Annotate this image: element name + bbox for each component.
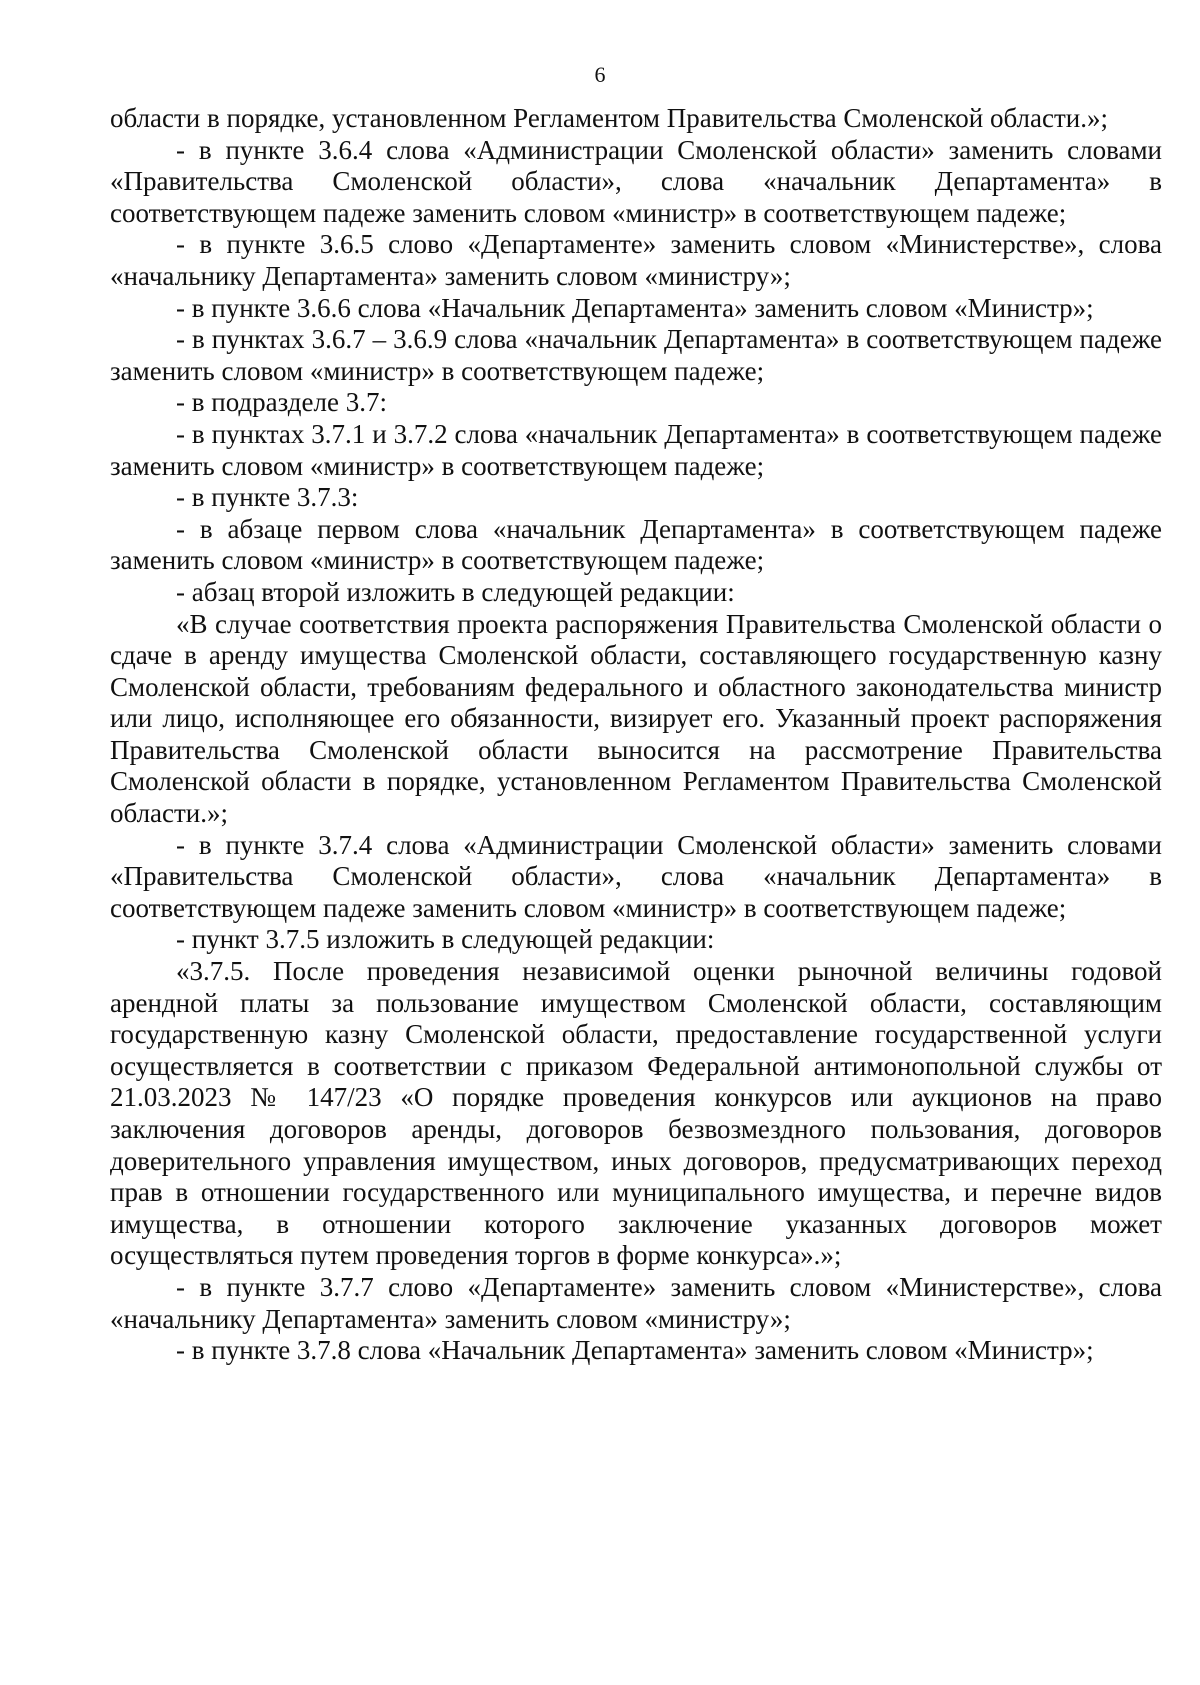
paragraph-items-3-6-7-to-3-6-9: - в пунктах 3.6.7 – 3.6.9 слова «начальник Департамента» в соответствующем падеже заменить словом «министр» в соответствующем падеже; <box>110 324 1162 386</box>
paragraph-quoted-new-text: «В случае соответствия проекта распоряжения Правительства Смоленской области о сдаче в аренду имущества Смоленской области, составляющего государственную казну Смоленской области, требованиям федерального и областного законодательства министр или лицо, исполняющее его обязанности, визирует его. Указанный проект распоряжения Правительства Смоленской области выносится на рассмотрение Правительства Смоленской области в порядке, установленном Регламентом Правительства Смоленской области.»; <box>110 608 1162 829</box>
document-body <box>110 103 1162 1367</box>
paragraph-item-3-6-4: - в пункте 3.6.4 слова «Администрации Смоленской области» заменить словами «Правительства Смоленской области», слова «начальник Департамента» в соответствующем падеже заменить словом «министр» в соответствующем падеже; <box>110 134 1162 228</box>
page-number: 6 <box>594 62 606 87</box>
paragraph-continuation: области в порядке, установленном Регламентом Правительства Смоленской области.»; <box>110 103 1108 133</box>
paragraph-item-3-7-4: - в пункте 3.7.4 слова «Администрации Смоленской области» заменить словами «Правительства Смоленской области», слова «начальник Департамента» в соответствующем падеже заменить словом «министр» в соответствующем падеже; <box>110 829 1162 923</box>
paragraph-item-3-7-5: - пункт 3.7.5 изложить в следующей редакции: <box>176 924 715 955</box>
paragraph-item-3-6-5: - в пункте 3.6.5 слово «Департаменте» заменить словом «Министерстве», слова «начальнику Департамента» заменить словом «министру»; <box>110 229 1162 291</box>
paragraph-3-7-3-second-abzac: - абзац второй изложить в следующей редакции: <box>176 576 735 607</box>
paragraph-3-7-3-first-abzac: - в абзаце первом слова «начальник Департамента» в соответствующем падеже заменить словом «министр» в соответствующем падеже; <box>110 513 1162 576</box>
paragraph-item-3-6-6: - в пункте 3.6.6 слова «Начальник Департамента» заменить словом «Министр»; <box>176 292 1094 323</box>
paragraph-quoted-3-7-5-text: «3.7.5. После проведения независимой оценки рыночной величины годовой арендной платы за пользование имуществом Смоленской области, составляющим государственную казну Смоленской области, предоставление государственной услуги осуществляется в соответствии с приказом Федеральной антимонопольной службы от 21.03.2023 № 147/23 «О порядке проведения конкурсов или аукционов на право заключения договоров аренды, договоров безвозмездного пользования, договоров доверительного управления имуществом, иных договоров, предусматривающих переход прав в отношении государственного или муниципального имущества, и перечне видов имущества, в отношении которого заключение указанных договоров может осуществляться путем проведения торгов в форме конкурса».»; <box>110 956 1162 1271</box>
paragraph-item-3-7-7: - в пункте 3.7.7 слово «Департаменте» заменить словом «Министерстве», слова «начальнику Департамента» заменить словом «министру»; <box>110 1271 1162 1334</box>
paragraph-item-3-7-8: - в пункте 3.7.8 слова «Начальник Департамента» заменить словом «Министр»; <box>176 1335 1094 1366</box>
paragraph-items-3-7-1-and-3-7-2: - в пунктах 3.7.1 и 3.7.2 слова «начальник Департамента» в соответствующем падеже заменить словом «министр» в соответствующем падеже; <box>110 418 1162 481</box>
paragraph-subsection-3-7: - в подразделе 3.7: <box>176 387 387 418</box>
paragraph-item-3-7-3: - в пункте 3.7.3: <box>176 482 359 513</box>
